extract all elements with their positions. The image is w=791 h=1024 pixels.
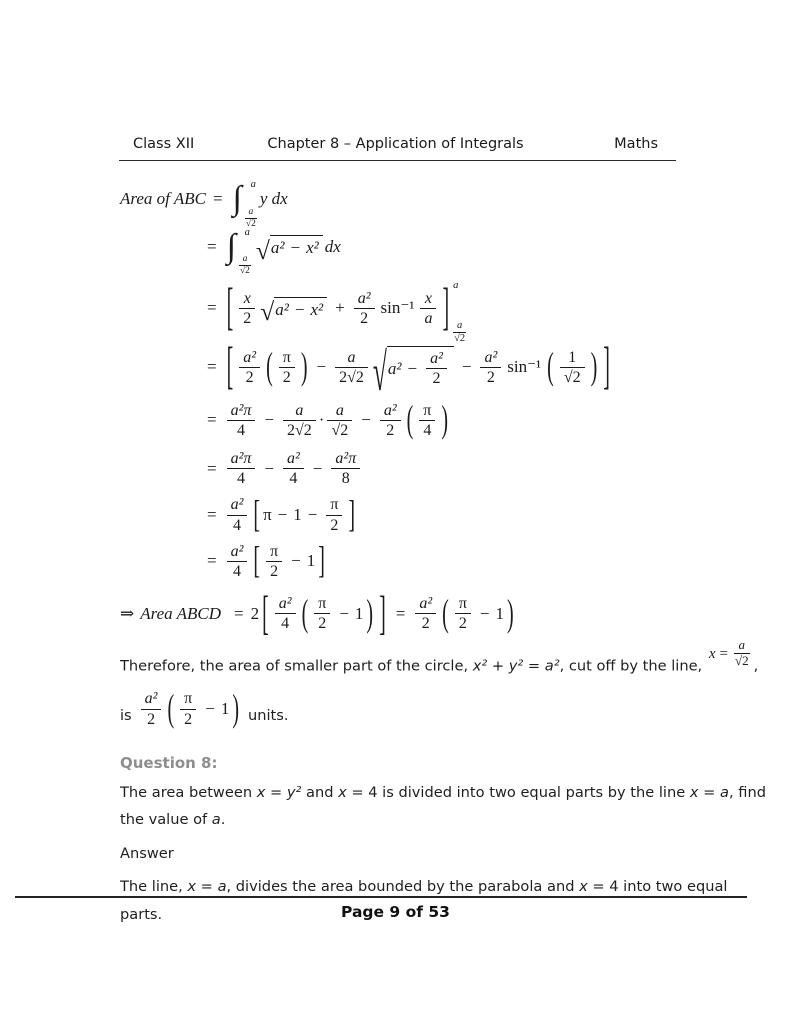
right-paren: ) — [590, 346, 598, 389]
minus-sign: − — [277, 505, 288, 524]
minus-sign: − — [461, 357, 472, 377]
fraction: $\frac{\text{a²π}}{8}$ — [331, 449, 360, 488]
fraction: $\frac{a}{2√2}$ — [335, 348, 368, 387]
number-one: 1 — [220, 699, 230, 718]
number-one: 1 — [306, 551, 316, 571]
equals-sign: = — [207, 551, 217, 571]
math-inline: x² — [472, 657, 488, 675]
minus-sign: − — [339, 603, 349, 623]
minus-sign: − — [361, 410, 371, 430]
sqrt-icon: √ — [372, 341, 387, 403]
fraction: x a — [420, 289, 436, 328]
fraction: x 2 — [239, 289, 255, 328]
fraction: $\frac{a}{√2}$ — [734, 637, 749, 669]
fraction: $\frac{\text{a²}}{2}$ — [380, 401, 401, 440]
differential: dx — [324, 236, 341, 256]
header-chapter-title: Chapter 8 – Application of Integrals — [267, 136, 524, 152]
left-paren: ( — [301, 592, 309, 635]
minus-sign: − — [205, 699, 215, 718]
answer-label: Answer — [120, 844, 174, 862]
equation-line-1 — [120, 179, 770, 229]
right-paren: ) — [300, 346, 308, 389]
equation-line-3 — [200, 279, 770, 345]
paragraph-area-value — [120, 684, 770, 730]
fraction: $\frac{\text{a²π}}{4}$ — [227, 449, 256, 488]
minus-sign: − — [291, 551, 301, 571]
header-subject: Maths — [614, 136, 658, 152]
sqrt-expression: √ a² − x² — [260, 297, 327, 320]
fraction: π 2 — [279, 348, 295, 387]
header-class: Class XII — [133, 136, 195, 152]
number-one: 1 — [354, 603, 364, 623]
fraction: $\frac{a}{2√2}$ — [283, 401, 316, 440]
upper-bound: a — [453, 280, 459, 292]
question-heading: Question 8: — [120, 753, 218, 772]
arcsin-function: sin⁻¹ — [507, 357, 542, 377]
sqrt-icon: √ — [260, 296, 275, 326]
equals-sign: = — [212, 189, 223, 209]
fraction: π 2 — [455, 594, 471, 633]
body-text: Therefore, the area of smaller part of the circle, — [120, 657, 473, 675]
right-bracket: ] — [348, 494, 356, 536]
question-text-line-2: the value of a. — [120, 811, 226, 829]
fraction: π 2 — [266, 542, 282, 581]
sqrt-expression: √ a² − x² — [256, 235, 323, 258]
evaluation-bounds — [453, 280, 466, 345]
equals-sign: = — [207, 357, 217, 377]
fraction: a √2 — [327, 401, 352, 440]
integral — [226, 226, 251, 277]
fraction: $\frac{\text{a²}}{2}$ — [354, 289, 375, 328]
integrand: y dx — [259, 189, 288, 209]
fraction: $\frac{\text{a²}}{4}$ — [283, 449, 304, 488]
right-bracket: ] — [442, 279, 450, 337]
inline-math-line-equation: x = $\frac{a}{√2}$ — [708, 637, 749, 669]
left-paren: ( — [167, 688, 175, 730]
pi-symbol: π — [263, 505, 272, 524]
fraction: $\frac{\text{a²}}{2}$ — [426, 349, 447, 388]
equation-line-2 — [200, 226, 770, 277]
inline-math-area-value — [138, 689, 242, 728]
integral-upper-bound: a — [244, 226, 250, 238]
minus-sign: − — [307, 505, 318, 524]
lower-bound: $\frac{a}{√2}$ — [454, 320, 466, 345]
plus-sign: + — [335, 298, 345, 318]
integral-upper-bound: a — [250, 179, 256, 190]
fraction: $\frac{\text{a²}}{4}$ — [227, 542, 248, 581]
equation-line-7 — [200, 495, 770, 534]
fraction: $\frac{\text{a²}}{2}$ — [480, 348, 501, 387]
left-bracket: [ — [253, 540, 261, 583]
left-paren: ( — [547, 346, 554, 389]
integral — [232, 179, 257, 229]
math-label: Area ABCD — [140, 603, 221, 623]
implies-icon: ⇒ — [120, 603, 135, 623]
integral-lower-bound: $\frac{a}{√2}$ — [239, 254, 250, 277]
equation-line-6 — [200, 449, 770, 488]
right-paren: ) — [506, 592, 514, 635]
math-inline: y² — [508, 657, 524, 675]
left-bracket: [ — [262, 587, 269, 641]
equals-sign: = — [207, 410, 217, 430]
right-paren: ) — [232, 688, 239, 730]
number-one: 1 — [293, 505, 302, 524]
equals-sign: = — [207, 298, 217, 318]
fraction: a² 2 — [141, 689, 162, 728]
equals-sign: = — [207, 236, 217, 256]
minus-sign: − — [479, 603, 490, 623]
equals-sign: = — [234, 603, 244, 623]
equals-sign: = — [207, 505, 217, 524]
minus-sign: − — [264, 458, 274, 478]
equation-line-4 — [200, 338, 770, 403]
left-bracket: [ — [226, 338, 234, 396]
fraction: a² 2 — [239, 348, 260, 387]
fraction: π 2 — [314, 594, 330, 633]
fraction: π 4 — [419, 401, 435, 440]
answer-text-line-2: parts. — [120, 905, 163, 923]
fraction: π 2 — [180, 689, 196, 728]
page-content — [120, 178, 770, 927]
math-label: Area of ABC — [120, 189, 206, 209]
equation-line-8 — [200, 542, 770, 581]
minus-sign: − — [316, 357, 327, 377]
right-paren: ) — [441, 399, 449, 442]
sqrt-expression: √ a² − $\frac{\text{a²}}{2}$ — [373, 346, 454, 388]
number-one: 1 — [495, 603, 504, 623]
minus-sign: − — [312, 458, 323, 478]
left-paren: ( — [406, 399, 414, 442]
body-text: units. — [247, 706, 289, 724]
paragraph-conclusion: Therefore, the area of smaller part of the circle, x² + y² = a², cut off by the line, x = $\frac{a}{√2}$ , — [120, 637, 759, 675]
answer-text-line-1: The line, x = a, divides the area bounded by the parabola and x = 4 into two equal — [120, 878, 728, 896]
integral-lower-bound: $\frac{a}{√2}$ — [245, 206, 256, 229]
left-bracket: [ — [253, 494, 261, 536]
page-number: Page 9 of 53 — [341, 903, 450, 921]
question-text-line-1: The area between x = y² and x = 4 is divided into two equal parts by the line x = a, find — [120, 783, 766, 801]
left-bracket: [ — [226, 279, 234, 337]
integral-icon: ∫ — [232, 180, 242, 217]
body-text: , cut off by the line, — [559, 657, 707, 675]
coefficient-two: 2 — [250, 603, 260, 623]
math-inline: a² — [544, 657, 560, 675]
fraction: $\frac{\pi}{2}$ — [326, 495, 342, 534]
right-bracket: ] — [603, 338, 610, 396]
minus-sign: − — [264, 410, 274, 430]
right-bracket: ] — [318, 540, 325, 583]
fraction: a² 4 — [275, 594, 296, 633]
right-paren: ) — [366, 592, 374, 635]
arcsin-function: sin⁻¹ — [380, 298, 415, 318]
equation-line-9 — [120, 587, 770, 641]
integral-icon: ∫ — [226, 227, 236, 265]
equals-sign: = — [207, 458, 217, 478]
equation-line-5 — [200, 401, 770, 440]
sqrt-icon: √ — [255, 235, 270, 265]
left-paren: ( — [266, 346, 273, 389]
header-divider — [119, 160, 676, 161]
right-bracket: ] — [379, 587, 386, 641]
multiplication-dot: · — [318, 410, 325, 430]
fraction: $\frac{\text{a²π}}{4}$ — [227, 401, 256, 440]
fraction: $\frac{\text{a²}}{4}$ — [227, 495, 248, 534]
body-text: is — [120, 706, 132, 724]
equals-sign: = — [395, 603, 406, 623]
fraction: 1 √2 — [560, 348, 585, 387]
footer-divider — [15, 896, 747, 898]
left-paren: ( — [442, 592, 449, 635]
fraction: $\frac{\text{a²}}{2}$ — [415, 594, 436, 633]
